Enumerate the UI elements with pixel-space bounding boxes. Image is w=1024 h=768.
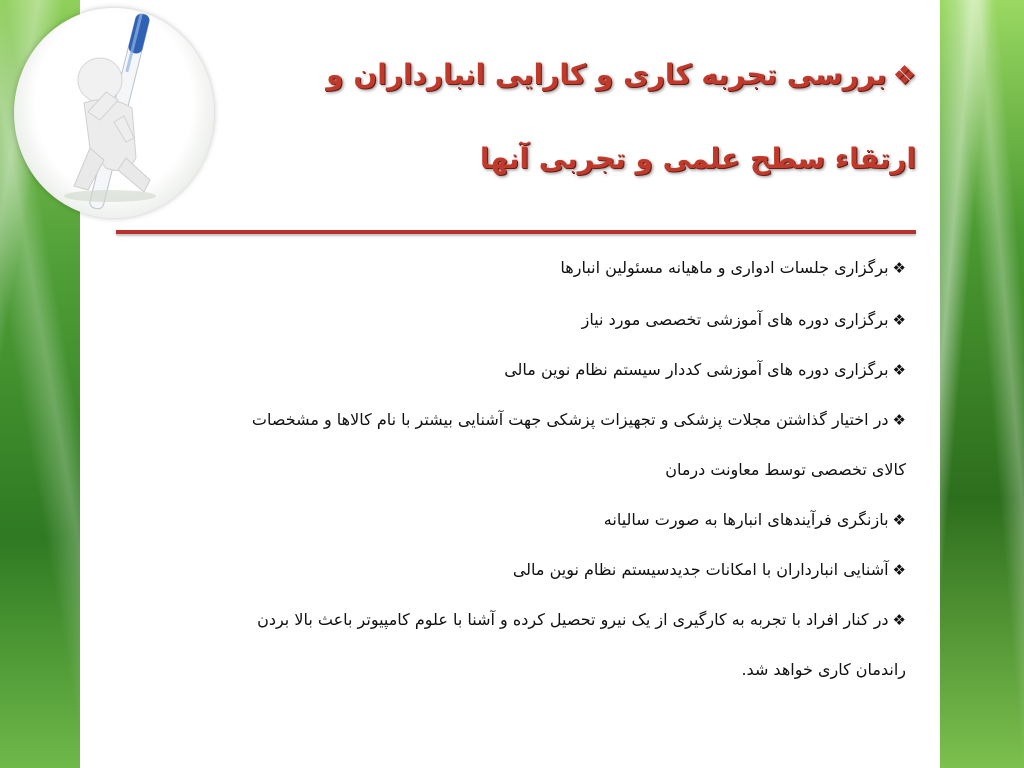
diamond-bullet-icon: ❖ bbox=[892, 611, 906, 629]
diamond-bullet-icon: ❖ bbox=[892, 361, 906, 379]
diamond-bullet-icon: ❖ bbox=[892, 561, 906, 579]
list-item-text: برگزاری دوره های آموزشی تخصصی مورد نیاز bbox=[581, 310, 889, 329]
list-item bbox=[116, 360, 906, 379]
list-item bbox=[116, 610, 906, 629]
title-divider bbox=[116, 230, 916, 234]
diamond-bullet-icon: ❖ bbox=[892, 61, 916, 91]
diamond-bullet-icon: ❖ bbox=[892, 511, 906, 529]
list-item bbox=[116, 310, 906, 329]
title-line-1-text: بررسی تجربه کاری و کارایی انبارداران و bbox=[326, 58, 887, 91]
slide-title-line-1 bbox=[326, 58, 916, 91]
list-item bbox=[116, 510, 906, 529]
list-item-text: برگزاری جلسات ادواری و ماهیانه مسئولین انبارها bbox=[560, 258, 889, 277]
list-item-text: در اختیار گذاشتن مجلات پزشکی و تجهیزات پزشکی جهت آشنایی بیشتر با نام کالاها و مشخصات bbox=[251, 410, 889, 429]
diamond-bullet-icon: ❖ bbox=[892, 311, 906, 329]
right-leaf-background bbox=[940, 0, 1024, 768]
list-item-text: بازنگری فرآیندهای انبارها به صورت سالیانه bbox=[603, 510, 889, 529]
list-item-text: برگزاری دوره های آموزشی کددار سیستم نظام نوین مالی bbox=[504, 360, 889, 379]
list-item bbox=[116, 560, 906, 579]
diamond-bullet-icon: ❖ bbox=[892, 411, 906, 429]
slide-title-line-2: ارتقاء سطح علمی و تجربی آنها bbox=[479, 142, 916, 175]
list-item-text: آشنایی انبارداران با امکانات جدیدسیستم نظام نوین مالی bbox=[512, 560, 889, 579]
person-with-pen-icon bbox=[14, 8, 214, 218]
list-item bbox=[116, 410, 906, 429]
diamond-bullet-icon: ❖ bbox=[892, 259, 906, 277]
list-item-continuation: راندمان کاری خواهد شد. bbox=[741, 660, 906, 679]
list-item bbox=[116, 258, 906, 277]
list-item-continuation: کالای تخصصی توسط معاونت درمان bbox=[665, 460, 906, 479]
list-item-text: در کنار افراد با تجربه به کارگیری از یک نیرو تحصیل کرده و آشنا با علوم کامپیوتر باعث بالا بردن bbox=[257, 610, 889, 629]
